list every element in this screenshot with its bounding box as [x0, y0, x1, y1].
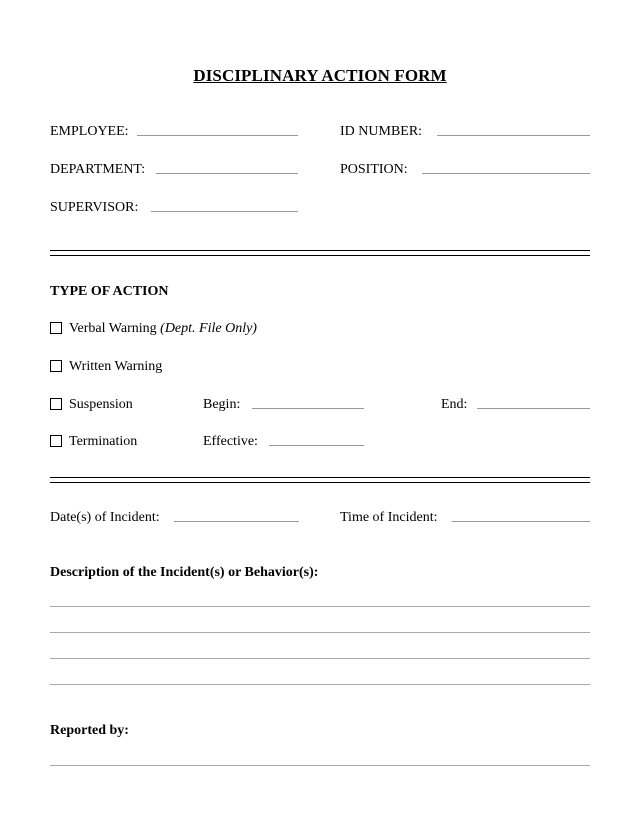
dates-of-incident-field[interactable] — [174, 521, 299, 522]
begin-field[interactable] — [252, 408, 364, 409]
time-of-incident-field[interactable] — [452, 521, 590, 522]
end-field[interactable] — [477, 408, 590, 409]
type-of-action-heading: TYPE OF ACTION — [50, 284, 169, 299]
department-label: DEPARTMENT: — [50, 162, 146, 177]
effective-field[interactable] — [269, 445, 364, 446]
written-warning-checkbox[interactable] — [50, 360, 62, 372]
end-label: End: — [441, 397, 468, 412]
verbal-warning-label: Verbal Warning — [69, 321, 157, 336]
position-field[interactable] — [422, 173, 590, 174]
id-number-field[interactable] — [437, 135, 590, 136]
supervisor-field[interactable] — [151, 211, 298, 212]
supervisor-label: SUPERVISOR: — [50, 200, 139, 215]
department-field[interactable] — [156, 173, 298, 174]
description-line-2[interactable] — [50, 632, 590, 633]
verbal-warning-checkbox[interactable] — [50, 322, 62, 334]
verbal-warning-note: (Dept. File Only) — [160, 321, 257, 336]
effective-label: Effective: — [203, 434, 258, 449]
employee-label: EMPLOYEE: — [50, 124, 129, 139]
termination-checkbox[interactable] — [50, 435, 62, 447]
id-number-label: ID NUMBER: — [340, 124, 423, 139]
description-line-3[interactable] — [50, 658, 590, 659]
time-of-incident-label: Time of Incident: — [340, 510, 438, 525]
reported-by-field[interactable] — [50, 765, 590, 766]
section-divider — [50, 250, 590, 256]
verbal-warning-option — [69, 321, 257, 337]
description-line-4[interactable] — [50, 684, 590, 685]
suspension-label: Suspension — [69, 397, 133, 412]
employee-field[interactable] — [137, 135, 298, 136]
description-line-1[interactable] — [50, 606, 590, 607]
dates-of-incident-label: Date(s) of Incident: — [50, 510, 160, 525]
written-warning-label: Written Warning — [69, 359, 163, 374]
position-label: POSITION: — [340, 162, 408, 177]
reported-by-label: Reported by: — [50, 723, 129, 738]
description-heading: Description of the Incident(s) or Behavior(s): — [50, 565, 319, 580]
termination-label: Termination — [69, 434, 138, 449]
suspension-checkbox[interactable] — [50, 398, 62, 410]
form-title: DISCIPLINARY ACTION FORM — [193, 66, 447, 85]
begin-label: Begin: — [203, 397, 241, 412]
section-divider-2 — [50, 477, 590, 483]
